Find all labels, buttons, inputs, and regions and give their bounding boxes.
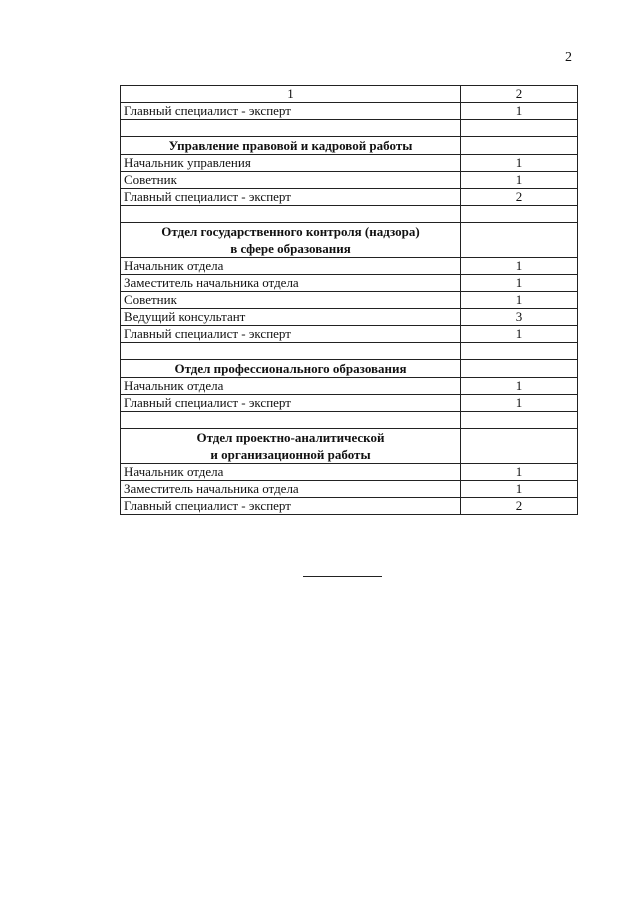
empty-cell (121, 412, 461, 429)
position-cell: Начальник отдела (121, 258, 461, 275)
count-cell: 1 (461, 378, 578, 395)
count-cell: 1 (461, 172, 578, 189)
position-cell: Главный специалист - эксперт (121, 189, 461, 206)
section-header-row (121, 360, 578, 378)
count-cell: 1 (461, 326, 578, 343)
section-title-line: и организационной работы (210, 447, 371, 462)
section-title (121, 429, 461, 464)
section-title (121, 137, 461, 155)
count-cell: 1 (461, 395, 578, 412)
count-cell: 1 (461, 258, 578, 275)
count-cell: 1 (461, 275, 578, 292)
count-cell: 1 (461, 481, 578, 498)
empty-cell (121, 206, 461, 223)
position-cell: Начальник отдела (121, 378, 461, 395)
empty-cell (461, 223, 578, 258)
table-row (121, 275, 578, 292)
count-cell: 2 (461, 498, 578, 515)
table-row (121, 292, 578, 309)
section-title-line: Отдел профессионального образования (174, 361, 407, 376)
position-cell: Начальник управления (121, 155, 461, 172)
position-cell: Начальник отдела (121, 464, 461, 481)
table-row (121, 498, 578, 515)
end-separator-line (303, 576, 382, 577)
spacer-row (121, 412, 578, 429)
count-cell: 1 (461, 292, 578, 309)
position-cell: Советник (121, 172, 461, 189)
empty-cell (461, 206, 578, 223)
position-cell: Главный специалист - эксперт (121, 103, 461, 120)
position-cell: Ведущий консультант (121, 309, 461, 326)
position-cell: Главный специалист - эксперт (121, 498, 461, 515)
section-header-row (121, 137, 578, 155)
position-cell: Главный специалист - эксперт (121, 326, 461, 343)
table-row (121, 481, 578, 498)
empty-cell (121, 120, 461, 137)
section-title (121, 360, 461, 378)
count-cell: 1 (461, 103, 578, 120)
table-row (121, 395, 578, 412)
table-row (121, 155, 578, 172)
empty-cell (461, 120, 578, 137)
spacer-row (121, 343, 578, 360)
section-title-line: Отдел государственного контроля (надзора) (161, 224, 420, 239)
column-header-position: 1 (121, 86, 461, 103)
column-header-count: 2 (461, 86, 578, 103)
table-row (121, 103, 578, 120)
table-row (121, 309, 578, 326)
count-cell: 1 (461, 464, 578, 481)
section-header-row (121, 429, 578, 464)
table-row (121, 378, 578, 395)
staff-table-body (121, 86, 578, 515)
position-cell: Советник (121, 292, 461, 309)
table-row (121, 464, 578, 481)
position-cell: Заместитель начальника отдела (121, 275, 461, 292)
spacer-row (121, 206, 578, 223)
count-cell: 2 (461, 189, 578, 206)
position-cell: Главный специалист - эксперт (121, 395, 461, 412)
count-cell: 3 (461, 309, 578, 326)
section-title-line: в сфере образования (230, 241, 351, 256)
page-number: 2 (565, 50, 572, 65)
empty-cell (461, 360, 578, 378)
count-cell: 1 (461, 155, 578, 172)
section-title-line: Отдел проектно-аналитической (196, 430, 385, 445)
table-row (121, 172, 578, 189)
section-header-row (121, 223, 578, 258)
empty-cell (121, 343, 461, 360)
empty-cell (461, 343, 578, 360)
section-title-line: Управление правовой и кадровой работы (168, 138, 413, 153)
empty-cell (461, 412, 578, 429)
empty-cell (461, 137, 578, 155)
section-title (121, 223, 461, 258)
spacer-row (121, 120, 578, 137)
empty-cell (461, 429, 578, 464)
table-header-row (121, 86, 578, 103)
staff-table (120, 85, 578, 515)
table-row (121, 326, 578, 343)
table-row (121, 189, 578, 206)
table-row (121, 258, 578, 275)
position-cell: Заместитель начальника отдела (121, 481, 461, 498)
